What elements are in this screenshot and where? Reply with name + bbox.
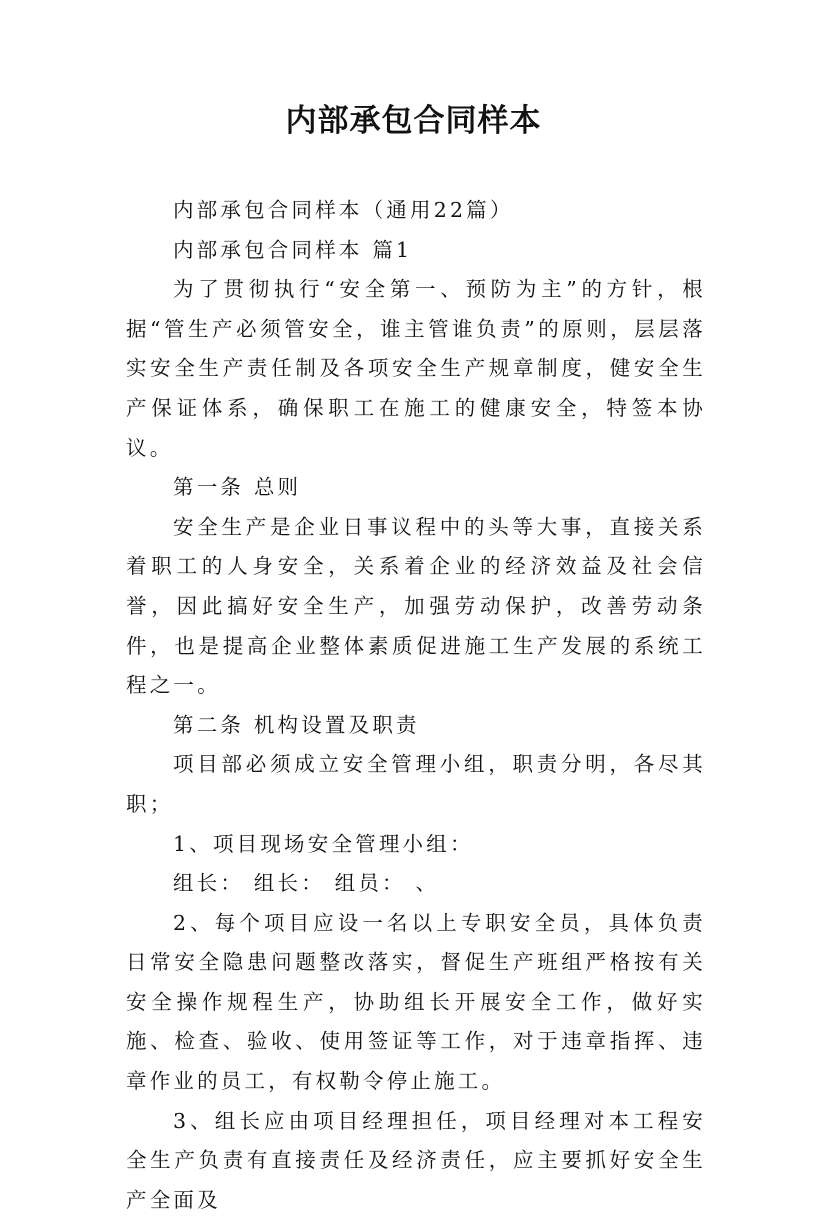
- article-heading: 第一条 总则: [173, 475, 302, 500]
- document-title: 内部承包合同样本: [285, 103, 542, 139]
- list-item: 3、组长应由项目经理担任，项目经理对本工程安全生产负责有直接责任及经济责任，应主要抓好安全生产全面及: [126, 1108, 706, 1212]
- body-paragraph: 为了贯彻执行“安全第一、预防为主”的方针，根据“管生产必须管安全，谁主管谁负责”的原则，层层落实安全生产责任制及各项安全生产规章制度，健安全生产保证体系，确保职工在施工的健康安全，特签本协议。: [126, 277, 706, 460]
- document-body: [126, 191, 706, 1220]
- body-paragraph: 组长： 组长： 组员： 、: [173, 871, 440, 896]
- body-paragraph: 安全生产是企业日事议程中的头等大事，直接关系着职工的人身安全，关系着企业的经济效益及社会信誉，因此搞好安全生产，加强劳动保护，改善劳动条件，也是提高企业整体素质促进施工生产发展的系统工程之一。: [126, 514, 706, 698]
- section-heading: 内部承包合同样本 篇1: [173, 237, 413, 262]
- subtitle-paragraph: 内部承包合同样本（通用22篇）: [173, 198, 514, 222]
- body-paragraph: 项目部必须成立安全管理小组，职责分明，各尽其职；: [126, 752, 706, 816]
- list-item: 1、项目现场安全管理小组：: [173, 831, 474, 856]
- list-item: 2、每个项目应设一名以上专职安全员，具体负责日常安全隐患问题整改落实，督促生产班组严格按有关安全操作规程生产，协助组长开展安全工作，做好实施、检查、验收、使用签证等工作，对于违章指挥、违章作业的员工，有权勒令停止施工。: [126, 910, 706, 1094]
- article-heading: 第二条 机构设置及职责: [173, 712, 420, 737]
